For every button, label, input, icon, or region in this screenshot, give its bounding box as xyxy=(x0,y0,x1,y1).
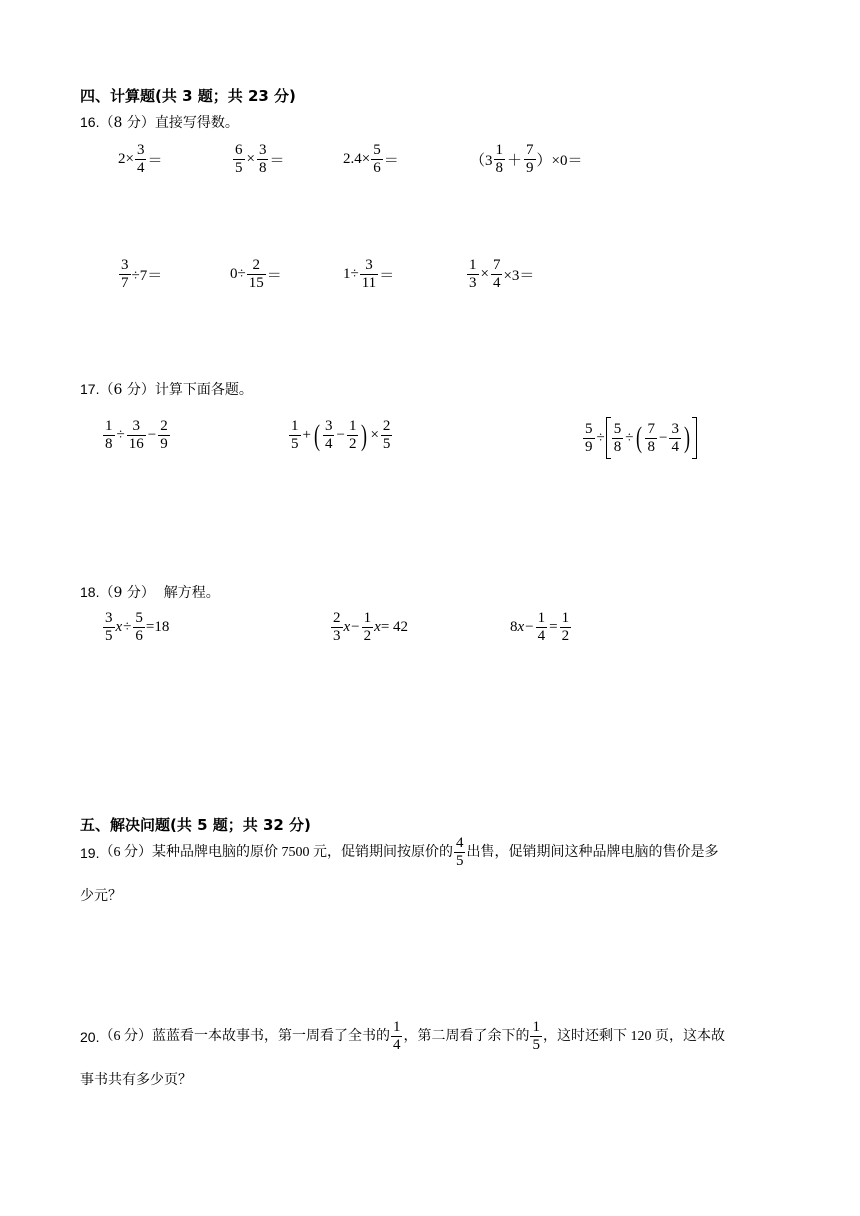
variable: x xyxy=(343,619,351,635)
question-18-header xyxy=(80,585,220,600)
expr-text: ＝ xyxy=(383,153,399,169)
expr-text: = 42 xyxy=(380,619,409,635)
operator: − xyxy=(336,427,345,443)
operator: ÷ xyxy=(123,619,132,635)
q16-item-8 xyxy=(466,258,534,291)
right-paren: ) xyxy=(361,418,368,452)
operator: × xyxy=(480,266,489,282)
q17-expression-1 xyxy=(102,419,171,452)
fraction: $\frac{3}{7}$ xyxy=(121,257,129,291)
fraction: $\frac{3}{11}$ xyxy=(361,257,377,291)
variable: x xyxy=(374,619,381,635)
question-text: 某种品牌电脑的原价 7500 元，促销期间按原价的 xyxy=(151,844,453,860)
operator: − xyxy=(147,427,157,443)
fraction: $\frac{4}{5}$ xyxy=(455,835,464,869)
fraction: $\frac{1}{8}$ xyxy=(105,418,113,452)
expr-text: （3 xyxy=(470,153,493,169)
expr-text: ×3＝ xyxy=(503,268,535,284)
expr-text: 8 xyxy=(510,619,518,635)
q16-item-2 xyxy=(232,143,284,176)
fraction: $\frac{2}{5}$ xyxy=(382,418,391,452)
question-prompt: 直接写得数。 xyxy=(154,115,239,131)
fraction: $\frac{5}{6}$ xyxy=(135,610,143,644)
expr-text: ＝ xyxy=(147,153,163,169)
left-paren: ( xyxy=(313,418,320,452)
section-title-calculation: 四、计算题(共 3 题；共 23 分) xyxy=(80,87,296,105)
fraction: $\frac{3}{5}$ xyxy=(105,610,113,644)
q18-equation-3 xyxy=(510,611,572,644)
question-prompt: 解方程。 xyxy=(154,585,220,601)
expr-text: 1÷ xyxy=(343,266,359,282)
fraction: $\frac{2}{9}$ xyxy=(160,418,168,452)
q16-item-4 xyxy=(470,143,583,176)
expr-text: ÷7＝ xyxy=(131,268,163,284)
variable: x xyxy=(115,619,123,635)
question-score: （8 分） xyxy=(99,115,155,131)
fraction: $\frac{3}{4}$ xyxy=(136,142,145,176)
question-16-header xyxy=(80,115,239,130)
question-number: 20. xyxy=(80,1028,100,1045)
q16-item-5 xyxy=(118,258,162,291)
operator: × xyxy=(246,151,255,167)
right-paren: ) xyxy=(683,421,690,454)
fraction: $\frac{7}{4}$ xyxy=(492,257,501,291)
fraction: $\frac{3}{4}$ xyxy=(324,418,333,452)
fraction: $\frac{1}{2}$ xyxy=(363,610,372,644)
fraction: $\frac{1}{2}$ xyxy=(561,610,570,644)
fraction: $\frac{1}{3}$ xyxy=(469,257,477,291)
q18-equation-1 xyxy=(102,611,169,644)
operator: = xyxy=(549,619,558,635)
fraction: $\frac{3}{16}$ xyxy=(128,418,144,452)
question-20-line-2: 事书共有多少页？ xyxy=(80,1072,192,1088)
q16-item-7 xyxy=(343,258,394,291)
fraction: $\frac{1}{4}$ xyxy=(392,1019,401,1053)
expr-text: 2.4× xyxy=(343,151,371,167)
fraction: $\frac{2}{3}$ xyxy=(333,610,341,644)
left-paren: ( xyxy=(636,421,643,454)
expr-text: 0÷ xyxy=(230,266,246,282)
expr-text: ＝ xyxy=(269,153,285,169)
question-score: （6 分） xyxy=(99,1028,152,1044)
fraction: $\frac{2}{15}$ xyxy=(248,257,264,291)
question-number: 16. xyxy=(80,114,100,130)
fraction: $\frac{1}{8}$ xyxy=(495,142,504,176)
fraction: $\frac{5}{9}$ xyxy=(585,420,593,455)
question-prompt: 计算下面各题。 xyxy=(154,382,253,398)
fraction: $\frac{5}{6}$ xyxy=(373,142,381,176)
expr-text: ）×0＝ xyxy=(536,153,583,169)
question-19-line-2: 少元？ xyxy=(80,888,122,904)
operator: ÷ xyxy=(116,427,125,443)
q17-expression-3 xyxy=(582,417,697,459)
question-19-line-1 xyxy=(80,836,718,869)
right-bracket xyxy=(692,417,697,459)
fraction: $\frac{3}{8}$ xyxy=(258,142,267,176)
question-score: （6 分） xyxy=(99,382,155,398)
fraction: $\frac{7}{9}$ xyxy=(526,142,534,176)
operator: × xyxy=(370,427,379,443)
fraction: $\frac{1}{5}$ xyxy=(532,1019,540,1053)
question-text: 出售，促销期间这种品牌电脑的售价是多 xyxy=(466,844,719,860)
fraction: $\frac{1}{5}$ xyxy=(291,418,299,452)
q16-item-3 xyxy=(343,143,399,176)
question-number: 17. xyxy=(80,381,100,397)
expr-text: 2× xyxy=(118,151,134,167)
question-text: 蓝蓝看一本故事书，第一周看了全书的 xyxy=(151,1028,390,1044)
operator: ÷ xyxy=(625,429,634,446)
question-17-header xyxy=(80,382,253,397)
operator: − xyxy=(658,429,668,446)
fraction: $\frac{1}{4}$ xyxy=(537,610,546,644)
q18-equation-2 xyxy=(330,611,408,644)
section-title-problem-solving: 五、解决问题(共 5 题；共 32 分) xyxy=(80,816,311,834)
operator: ÷ xyxy=(596,429,605,446)
question-20-line-1 xyxy=(80,1020,725,1053)
question-number: 19. xyxy=(80,844,100,861)
q17-expression-2 xyxy=(288,419,393,452)
fraction: $\frac{7}{8}$ xyxy=(647,420,655,455)
question-score: （6 分） xyxy=(99,844,152,860)
fraction: $\frac{5}{8}$ xyxy=(613,420,622,455)
operator: + xyxy=(302,427,311,443)
variable: x xyxy=(517,619,525,635)
expr-text: ＝ xyxy=(266,268,282,284)
fraction: $\frac{1}{2}$ xyxy=(348,418,357,452)
question-text: ，第二周看了余下的 xyxy=(403,1028,530,1044)
question-text: ，这时还剩下 120 页，这本故 xyxy=(542,1028,725,1044)
left-bracket xyxy=(606,417,611,459)
fraction: $\frac{3}{4}$ xyxy=(671,420,679,455)
operator: − xyxy=(351,619,360,635)
q16-item-1 xyxy=(118,143,162,176)
expr-text: =18 xyxy=(145,619,170,635)
expr-text: ＝ xyxy=(379,268,395,284)
question-score: （9 分） xyxy=(99,585,155,601)
fraction: $\frac{6}{5}$ xyxy=(235,142,243,176)
operator: − xyxy=(525,619,534,635)
question-number: 18. xyxy=(80,584,100,600)
operator: ＋ xyxy=(507,153,523,169)
q16-item-6 xyxy=(230,258,282,291)
